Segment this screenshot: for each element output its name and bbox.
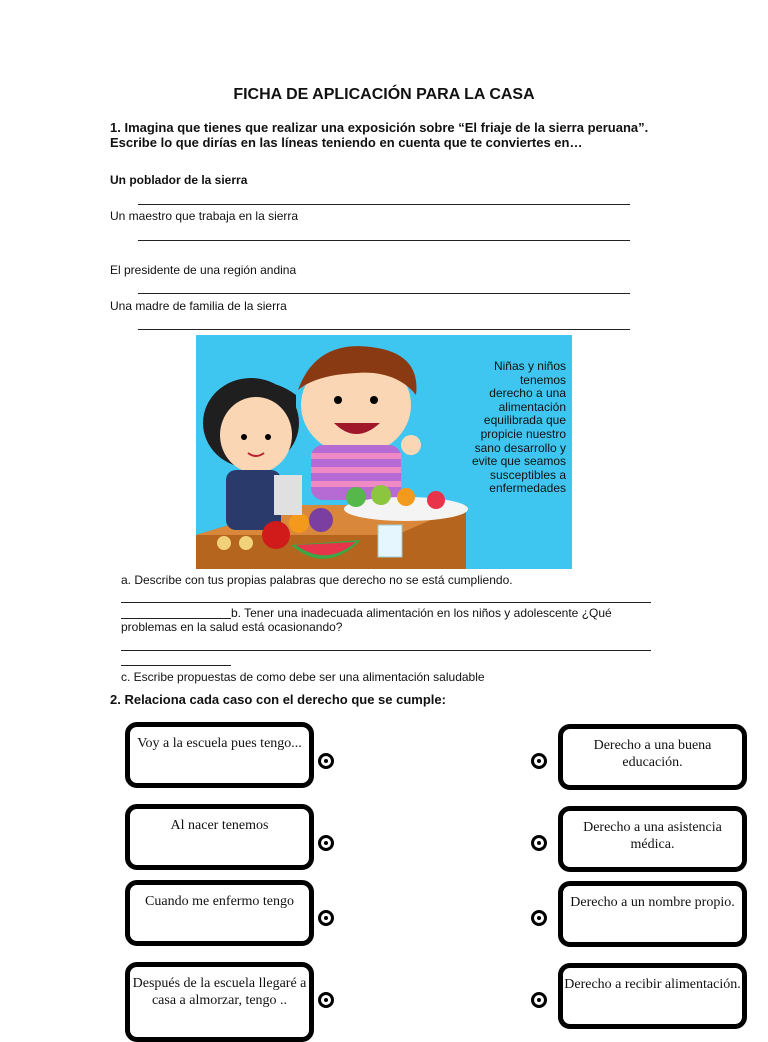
role-label: Un maestro que trabaja en la sierra	[110, 209, 299, 223]
connector-dot-icon[interactable]	[531, 835, 547, 851]
connector-dot-icon[interactable]	[318, 910, 334, 926]
right-box[interactable]: Derecho a una buena educación.	[558, 724, 747, 790]
answer-line[interactable]	[121, 602, 651, 603]
connector-dot-icon[interactable]	[531, 910, 547, 926]
question-1-prompt: 1. Imagina que tienes que realizar una exposición sobre “El friaje de la sierra peruana”. Escribe lo que dirías en las líneas teniendo en cuenta que te conviertes en…	[110, 120, 649, 150]
sub-question-a: a. Describe con tus propias palabras que derecho no se está cumpliendo.	[121, 573, 513, 587]
answer-line[interactable]	[121, 618, 231, 619]
role-label: Una madre de familia de la sierra	[110, 299, 287, 313]
case-box[interactable]: Al nacer tenemos	[125, 804, 314, 870]
connector-dot-icon[interactable]	[531, 992, 547, 1008]
connector-dot-icon[interactable]	[531, 753, 547, 769]
page-title: FICHA DE APLICACIÓN PARA LA CASA	[233, 86, 535, 103]
connector-dot-icon[interactable]	[318, 992, 334, 1008]
illustration-caption: Niñas y niños tenemos derecho a una alimentación equilibrada que propicie nuestro sano desarrollo y evite que seamos susceptibles a enfermedades	[471, 359, 566, 496]
right-box[interactable]: Derecho a un nombre propio.	[558, 881, 747, 947]
question-2-prompt: 2. Relaciona cada caso con el derecho que se cumple:	[110, 692, 446, 707]
answer-line[interactable]	[138, 293, 630, 294]
answer-line[interactable]	[138, 240, 630, 241]
sub-question-b-cont: problemas en la salud está ocasionando?	[121, 620, 343, 634]
role-label: Un poblador de la sierra	[110, 173, 248, 187]
connector-dot-icon[interactable]	[318, 835, 334, 851]
right-box[interactable]: Derecho a recibir alimentación.	[558, 963, 747, 1029]
connector-dot-icon[interactable]	[318, 753, 334, 769]
answer-line[interactable]	[121, 650, 651, 651]
case-box[interactable]: Cuando me enfermo tengo	[125, 880, 314, 946]
food-rights-illustration	[196, 335, 572, 569]
case-box[interactable]: Voy a la escuela pues tengo...	[125, 722, 314, 788]
role-label: El presidente de una región andina	[110, 263, 297, 277]
case-box[interactable]: Después de la escuela llegaré a casa a almorzar, tengo ..	[125, 962, 314, 1042]
answer-line[interactable]	[138, 204, 630, 205]
answer-line[interactable]	[121, 665, 231, 666]
sub-question-c: c. Escribe propuestas de como debe ser una alimentación saludable	[121, 670, 485, 684]
right-box[interactable]: Derecho a una asistencia médica.	[558, 806, 747, 872]
answer-line[interactable]	[138, 329, 630, 330]
sub-question-b: b. Tener una inadecuada alimentación en los niños y adolescente ¿Qué	[231, 606, 612, 620]
